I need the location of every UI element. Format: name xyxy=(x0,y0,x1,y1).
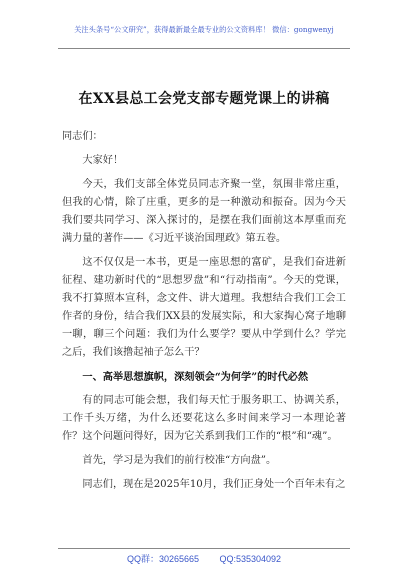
body-paragraph: 首先，学习是为我们的前行校准“方向盘”。 xyxy=(82,455,277,466)
body-paragraph: 有的同志可能会想，我们每天忙于服务职工、协调关系，工作千头万绪，为什么还要花这么多时间来学习一本理论著作？这个问题问得好，因为它关系到我们工作的“根”和“魂”。 xyxy=(62,395,346,442)
greeting: 大家好！ xyxy=(82,155,124,166)
footer-qq-group: QQ群：30265665 xyxy=(126,554,199,564)
document-body xyxy=(62,128,346,500)
document-title: 在XX县总工会党支部专题党课上的讲稿 xyxy=(78,91,330,107)
body-paragraph: 这不仅仅是一本书，更是一座思想的富矿，是我们奋进新征程、建功新时代的“思想罗盘”和“行动指南”。今天的党课，我不打算照本宣科，念文件、讲大道理。我想结合我们工会工作者的身份，结合我们XX县的发展实际，和大家掏心窝子地聊一聊，聊三个问题：我们为什么要学？要从中学到什么？学完之后，我们该撸起袖子怎么干？ xyxy=(62,257,346,358)
header-banner: 关注头条号“公文研究”，获得最新最全最专业的公文资料库！ 微信：gongwenyj xyxy=(74,25,334,34)
section-heading: 一、高举思想旗帜，深刻领会“为何学”的时代必然 xyxy=(82,371,309,383)
body-paragraph: 今天，我们支部全体党员同志齐聚一堂，氛围非常庄重，但我的心情，除了庄重，更多的是一种激动和振奋。因为今天我们要共同学习、深入探讨的，是摆在我们面前这本厚重而充满力量的著作——《习近平谈治国理政》第五卷。 xyxy=(62,179,346,244)
footer-divider xyxy=(58,548,350,549)
salutation: 同志们： xyxy=(62,131,103,142)
body-paragraph: 同志们，现在是2025年10月，我们正身处一个百年未有之 xyxy=(82,479,346,490)
footer-qq: QQ:535304092 xyxy=(219,554,282,564)
footer xyxy=(0,552,408,565)
header-divider xyxy=(58,48,350,49)
